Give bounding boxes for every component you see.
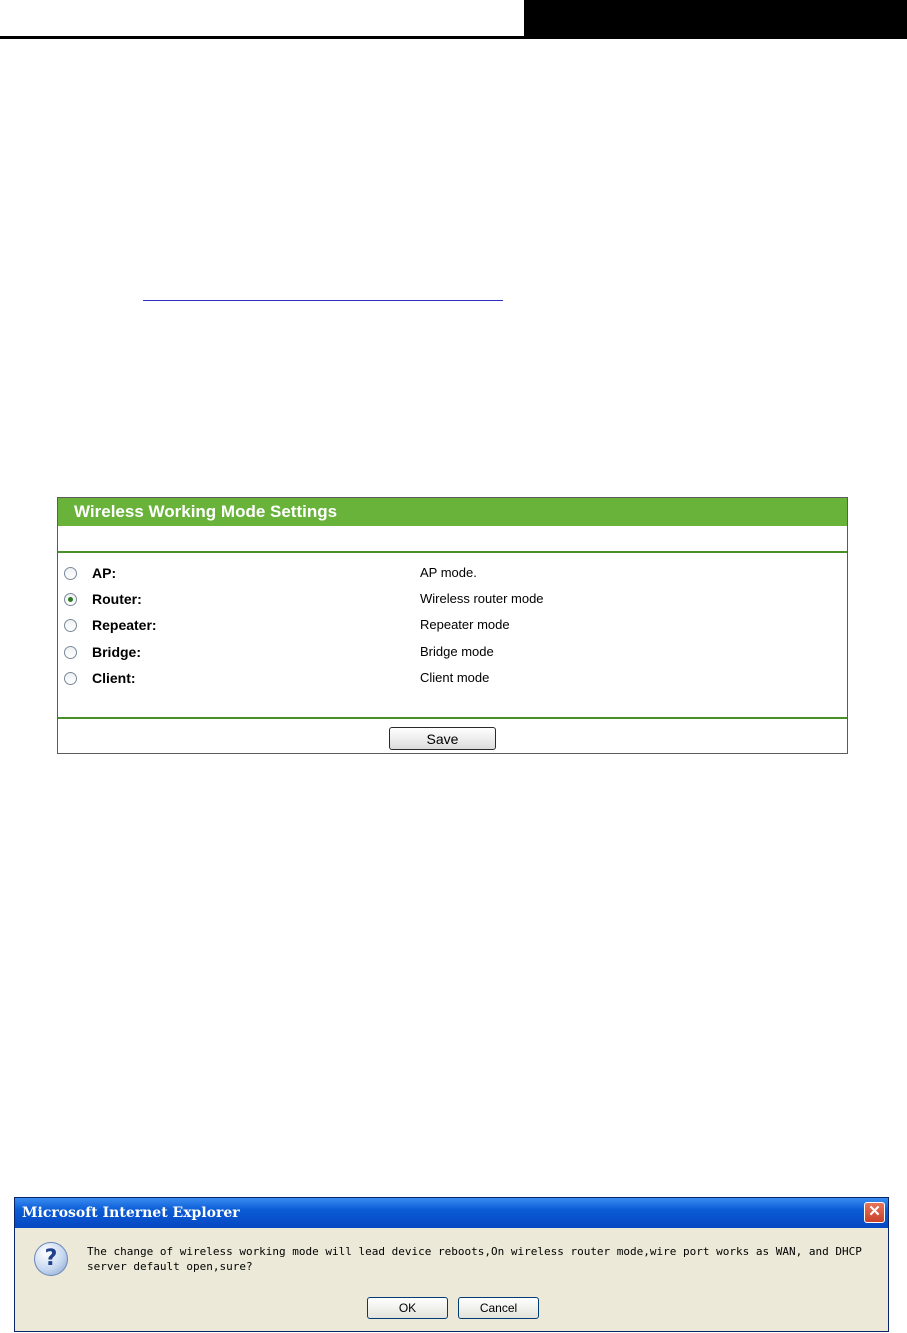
save-button[interactable]: Save [389, 727, 496, 750]
radio-ap[interactable] [64, 567, 77, 580]
mode-name-repeater: Repeater: [92, 617, 157, 633]
header-black-block [524, 0, 907, 39]
ok-button[interactable]: OK [367, 1297, 448, 1319]
mode-desc-router: Wireless router mode [420, 591, 544, 606]
radio-router[interactable] [64, 593, 77, 606]
mode-name-router: Router: [92, 591, 142, 607]
mode-desc-ap: AP mode. [420, 565, 477, 580]
ie-confirm-dialog [14, 1197, 889, 1332]
panel-top-rule [58, 551, 847, 553]
panel-title: Wireless Working Mode Settings [58, 498, 847, 526]
mode-name-ap: AP: [92, 565, 117, 581]
close-icon[interactable]: ✕ [864, 1202, 885, 1223]
panel-bottom-rule [58, 717, 847, 719]
cancel-button[interactable]: Cancel [458, 1297, 539, 1319]
mode-desc-bridge: Bridge mode [420, 644, 494, 659]
question-icon: ? [34, 1242, 68, 1276]
mode-row-repeater[interactable] [58, 614, 847, 638]
link-underline [143, 300, 503, 301]
radio-bridge[interactable] [64, 646, 77, 659]
dialog-title: Microsoft Internet Explorer [15, 1198, 888, 1228]
mode-row-router[interactable] [58, 588, 847, 612]
mode-row-client[interactable] [58, 667, 847, 691]
dialog-message: The change of wireless working mode will lead device reboots,On wireless router mode,wire port works as WAN, and DHCP server default open,sure? [87, 1245, 862, 1273]
header-rule [0, 36, 907, 39]
mode-row-ap[interactable] [58, 562, 847, 586]
mode-desc-repeater: Repeater mode [420, 617, 510, 632]
mode-desc-client: Client mode [420, 670, 490, 685]
mode-name-client: Client: [92, 670, 136, 686]
wireless-working-mode-panel [57, 497, 848, 754]
mode-row-bridge[interactable] [58, 641, 847, 665]
mode-name-bridge: Bridge: [92, 644, 141, 660]
radio-client[interactable] [64, 672, 77, 685]
radio-repeater[interactable] [64, 619, 77, 632]
